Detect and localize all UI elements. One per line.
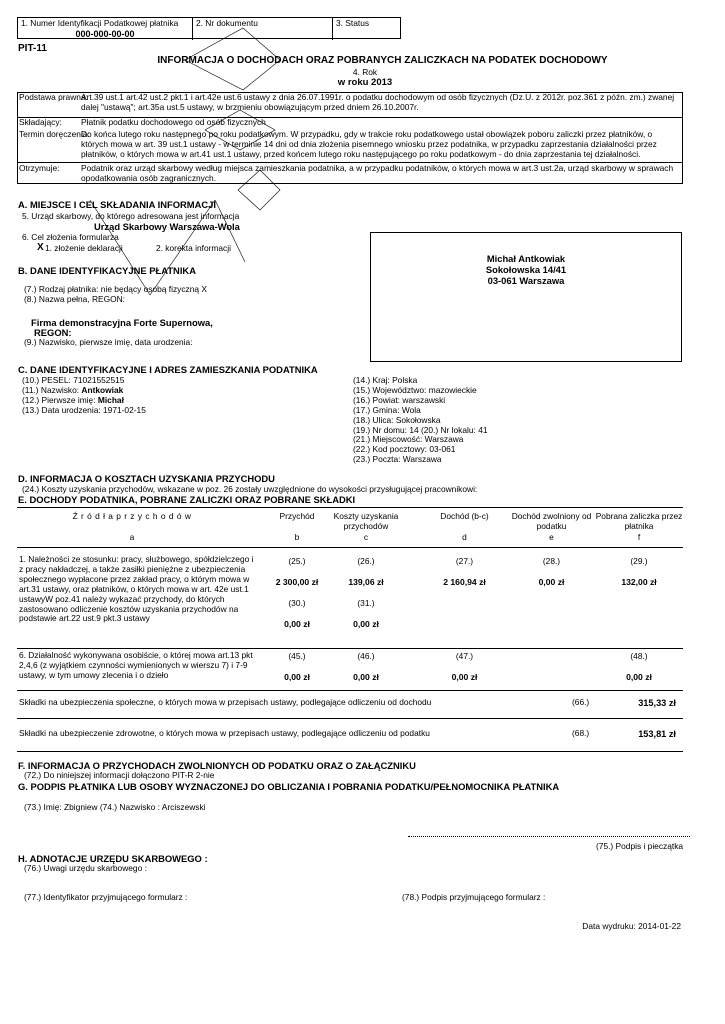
info-row-recipient [17,164,683,184]
field-26-value: 139,06 zł [348,577,384,587]
option-1-label: 1. złożenie deklaracji [45,243,123,253]
field-17: (17.) Gmina: Wola [353,404,421,415]
field-24: (24.) Koszty uzyskania przychodów, wskazane w poz. 26 zostały uwzględnione do wysokości przysługującej pracownikowi: [22,484,478,494]
col-letter-a: a [129,532,135,542]
field-45-value: 0,00 zł [284,672,310,682]
field-25-value: 2 300,00 zł [275,577,319,587]
field-66-value: 315,33 zł [638,698,676,708]
recipient-label: Otrzymuje: [19,163,60,173]
field-12: (12.) Pierwsze imię: Michał [22,394,124,405]
col-letter-d: d [462,532,467,542]
field-48-label: (48.) [630,651,648,661]
legal-basis-label: Podstawa prawna: [19,92,88,102]
col-head-costs: Koszty uzyskania przychodów [333,511,399,531]
col-head-sources: Ź r ó d ł a p r z y c h o d ó w [72,511,192,521]
field-27-value: 2 160,94 zł [443,577,486,587]
col-head-income: Przychód [279,511,315,521]
status-label: 3. Status [336,18,370,28]
option-2-label: 2. korekta informacji [156,243,231,253]
deadline-text: Do końca lutego roku następnego po roku podatkowym. W przypadku, gdy w trakcie roku podatkowego ustał obowiązek poboru zaliczki przez płatników, o których mowa w art. 39 ust.1 ustawy - w terminie 14 dni od dnia złożenia pisemnego wniosku przez podatnika, w przypadku zaprzestania działalności przez płatników, o których mowa w art.41 ust.1 ustawy, przed końcem lutego roku następującego po roku podatkowym - do dnia zaprzestania tej działalności. [81,129,657,159]
field-30-value: 0,00 zł [284,619,310,629]
field-22: (22.) Kod pocztowy: 03-061 [353,444,456,455]
field-21: (21.) Miejscowość: Warszawa [353,434,464,445]
income-table [17,507,683,752]
deadline-label: Termin doręczenia: [19,129,90,139]
field-7: (7.) Rodzaj płatnika: nie będący osobą fizyczną X [24,284,207,294]
info-row-legal-basis [17,93,683,119]
row-6-description: 6. Działalność wykonywana osobiście, o której mowa art.13 pkt 2,4,6 (z wyjątkiem czynności wymienionych w wierszu 7) i 7-9 ustawy, w tym umowy zlecenia i o dzieło [19,650,253,680]
address-line-3: 03-061 Warszawa [487,275,565,287]
section-h-title: H. ADNOTACJE URZĘDU SKARBOWEGO : [18,853,208,864]
submitter-label: Składający: [19,117,62,127]
col-letter-e: e [549,532,554,542]
info-row-deadline [17,130,683,160]
payer-name-line-2: REGON: [34,327,72,338]
field-30-label: (30.) [288,598,306,608]
field-29-value: 132,00 zł [621,577,657,587]
field-23: (23.) Poczta: Warszawa [353,454,442,465]
field-11: (11.) Nazwisko: Antkowiak [22,384,124,395]
field-9: (9.) Nazwisko, pierwsze imię, data urodzenia: [24,337,193,347]
doc-number-label: 2. Nr dokumentu [196,18,258,28]
year-label: 4. Rok [352,67,378,77]
nip-value: 000-000-00-00 [75,28,135,39]
field-78: (78.) Podpis przyjmującego formularz : [402,892,546,902]
field-28-value: 0,00 zł [538,577,565,587]
field-66-label: (66.) [572,697,590,707]
field-5-label: 5. Urząd skarbowy, do którego adresowana jest informacja [22,211,240,221]
field-8: (8.) Nazwa pełna, REGON: [24,294,125,304]
field-16: (16.) Powiat: warszawski [353,394,446,405]
section-e-title: E. DOCHODY PODATNIKA, POBRANE ZALICZKI ORAZ POBRANE SKŁADKI [18,494,356,505]
field-6-label: 6. Cel złożenia formularza [22,232,119,242]
field-10: (10.) PESEL: 71021552515 [22,375,125,385]
field-5-value: Urząd Skarbowy Warszawa-Wola [94,221,240,232]
payer-name-line-1: Firma demonstracyjna Forte Supernowa, [31,317,213,328]
section-a-title: A. MIEJSCE I CEL SKŁADANIA INFORMACJI [18,199,216,210]
col-letter-b: b [294,532,300,542]
col-letter-f: f [637,532,641,542]
col-head-net-income: Dochód (b-c) [440,511,489,521]
section-d-title: D. INFORMACJA O KOSZTACH UZYSKANIA PRZYCHODU [18,473,275,484]
field-73-74: (73.) Imię: Zbigniew (74.) Nazwisko : Arciszewski [24,802,206,812]
section-g-title: G. PODPIS PŁATNIKA LUB OSOBY WYZNACZONEJ DO OBLICZANIA I POBRANIA PODATKU/PEŁNOMOCNIKA PŁATNIKA [18,781,560,792]
field-45-label: (45.) [288,651,306,661]
field-13: (13.) Data urodzenia: 1971-02-15 [22,404,146,415]
col-head-exempt: Dochód zwolniony od podatku [511,511,592,531]
address-line-2: Sokołowska 14/41 [485,264,567,276]
form-code: PIT-11 [18,43,47,54]
col-letter-c: c [363,532,369,542]
section-b-title: B. DANE IDENTYFIKACYJNE PŁATNIKA [18,265,196,276]
field-25-label: (25.) [288,556,306,566]
nip-label: 1. Numer Identyfikacji Podatkowej płatnika [21,18,179,28]
field-48-value: 0,00 zł [626,672,652,682]
field-26-label: (26.) [357,556,375,566]
field-76: (76.) Uwagi urzędu skarbowego : [24,863,147,873]
option-1-mark[interactable]: X [37,242,44,253]
taxpayer-left-column [22,376,322,416]
recipient-address-box [370,232,682,362]
section-c-title: C. DANE IDENTYFIKACYJNE I ADRES ZAMIESZKANIA PODATNIKA [18,364,318,375]
field-75: (75.) Podpis i pieczątka [596,841,684,851]
field-31-label: (31.) [357,598,375,608]
print-date: Data wydruku: 2014-01-22 [582,921,681,931]
social-contributions-text: Składki na ubezpieczenia społeczne, o których mowa w przepisach ustawy, podlegające odliczeniu od dochodu [19,697,432,707]
field-29-label: (29.) [630,556,648,566]
field-68-value: 153,81 zł [638,729,676,739]
field-47-label: (47.) [455,651,474,661]
info-table [17,92,683,184]
field-14: (14.) Kraj: Polska [353,375,418,385]
year-value: w roku 2013 [337,77,393,88]
section-f-title: F. INFORMACJA O PRZYCHODACH ZWOLNIONYCH OD PODATKU ORAZ O ZAŁĄCZNIKU [18,760,416,771]
taxpayer-right-column [353,376,683,465]
row-1-description: 1. Należności ze stosunku: pracy, służbowego, spółdzielczego i z pracy nakładczej, a także zasiłki pieniężne z ubezpieczenia społecznego wypłacone przez zakład pracy, o którym mowa w art.31 ustawy, oraz płatników, o których mowa w art. 42e ust.1 ustawyW poz.41 należy wykazać przychody, do których zastosowano odliczenie kosztów uzyskania przychodów na podstawie art.22 ust.9 pkt.3 ustawy [19,554,254,624]
signature-line [408,836,690,837]
field-18: (18.) Ulica: Sokołowska [353,414,441,425]
address-line-1: Michał Antkowiak [486,253,566,264]
field-31-value: 0,00 zł [353,619,379,629]
field-27-label: (27.) [455,556,474,566]
recipient-text: Podatnik oraz urząd skarbowy według miejsca zamieszkania podatnika, a w przypadku podatników, o których mowa w art.3 ust.2a, urząd skarbowy w sprawach opodatkowania osób zagranicznych. [81,163,674,183]
field-77: (77.) Identyfikator przyjmującego formularz : [24,892,188,902]
col-head-advance: Pobrana zaliczka przez płatnika [595,511,683,531]
field-15: (15.) Województwo: mazowieckie [353,384,477,395]
health-contributions-text: Składki na ubezpieczenie zdrowotne, o których mowa w przepisach ustawy, podlegające odliczeniu od podatku [19,728,430,738]
submitter-text: Płatnik podatku dochodowego od osób fizycznych [81,117,266,127]
field-72: (72.) Do niniejszej informacji dołączono PIT-R 2-nie [24,770,215,780]
page-title: INFORMACJA O DOCHODACH ORAZ POBRANYCH ZALICZKACH NA PODATEK DOCHODOWY [157,55,608,66]
legal-basis-text: Art.39 ust.1 art.42 ust.2 pkt.1 i art.42e ust.6 ustawy z dnia 26.07.1991r. o podatku dochodowym od osób fizycznych (Dz.U. z 2012r. poz.361 z późn. zm.) zwanej dalej "ustawą"; art.35a ust.5 ustawy, w brzmieniu obowiązującym przed dniem 26.10.2007r. [81,92,675,112]
field-68-label: (68.) [572,728,590,738]
field-46-value: 0,00 zł [353,672,379,682]
field-19-20: (19.) Nr domu: 14 (20.) Nr lokalu: 41 [353,424,488,435]
field-28-label: (28.) [542,556,561,566]
field-47-value: 0,00 zł [451,672,478,682]
field-46-label: (46.) [357,651,375,661]
